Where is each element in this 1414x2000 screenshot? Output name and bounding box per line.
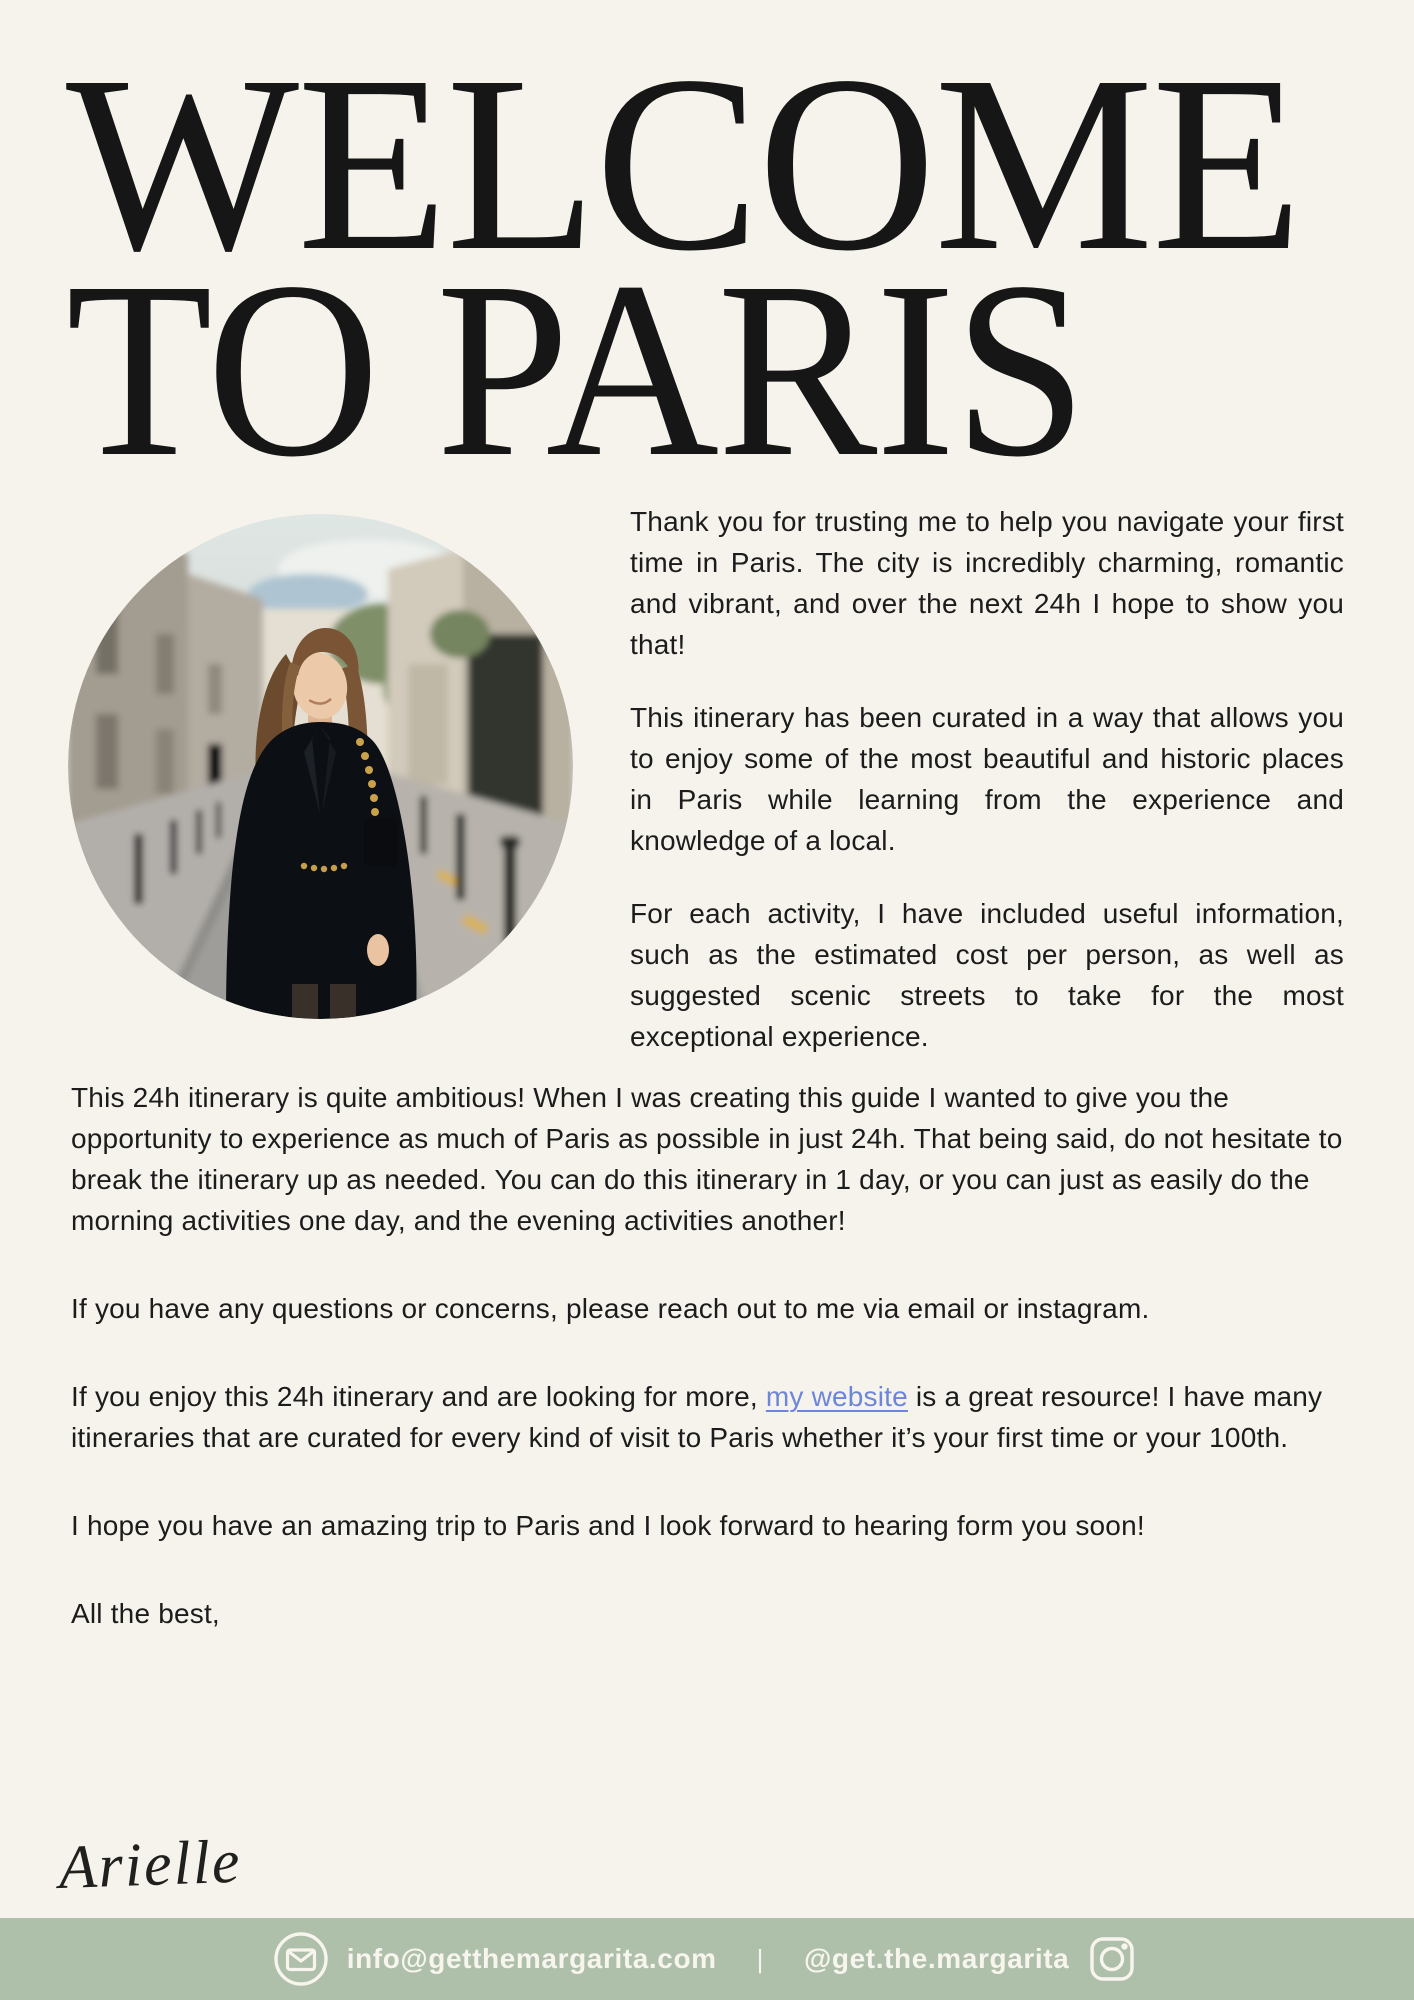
instagram-icon[interactable] [1083, 1930, 1141, 1988]
footer-bar [0, 1918, 1414, 2000]
signature: Arielle [57, 1827, 243, 1903]
intro-paragraph: For each activity, I have included useful information, such as the estimated cost per person, as well as suggested scenic streets to take for the most exceptional experience. [630, 898, 1344, 1052]
link-paragraph-after: is a great resource! I have many itineraries that are curated for every kind of visit to Paris whether it’s your first time or your 100th. [71, 1381, 1323, 1453]
intro-column [630, 501, 1344, 1089]
body-signoff: All the best, [71, 1598, 220, 1629]
paris-street-photo-illustration [68, 514, 573, 1019]
footer-email[interactable]: info@getthemargarita.com [346, 1943, 717, 1974]
footer-separator: | [756, 1943, 765, 1974]
title-line-1: WELCOME [66, 23, 1301, 303]
body-paragraph-questions: If you have any questions or concerns, please reach out to me via email or instagram. [71, 1293, 1150, 1324]
envelope-icon[interactable] [273, 1931, 329, 1987]
profile-photo [68, 514, 573, 1019]
body-paragraph-website [71, 1376, 1346, 1458]
body-text [71, 1077, 1346, 1681]
page-title [66, 23, 1326, 509]
title-line-2: TO PARIS [66, 229, 1086, 509]
footer-instagram-handle[interactable]: @get.the.margarita [804, 1943, 1070, 1974]
body-paragraph-closing: I hope you have an amazing trip to Paris and I look forward to hearing form you soon! [71, 1510, 1145, 1541]
body-paragraph-ambitious: This 24h itinerary is quite ambitious! When I was creating this guide I wanted to give you the opportunity to experience as much of Paris as possible in just 24h. That being said, do not hesitate to break the itinerary up as needed. You can do this itinerary in 1 day, or you can just as easily do the morning activities one day, and the evening activities another! [71, 1082, 1343, 1236]
intro-paragraph: This itinerary has been curated in a way that allows you to enjoy some of the most beautiful and historic places in Paris while learning from the experience and knowledge of a local. [630, 702, 1344, 856]
my-website-link[interactable]: my website [765, 1381, 908, 1412]
intro-paragraph: Thank you for trusting me to help you navigate your first time in Paris. The city is incredibly charming, romantic and vibrant, and over the next 24h I hope to show you that! [630, 506, 1344, 660]
link-paragraph-before: If you enjoy this 24h itinerary and are looking for more, [71, 1381, 766, 1412]
